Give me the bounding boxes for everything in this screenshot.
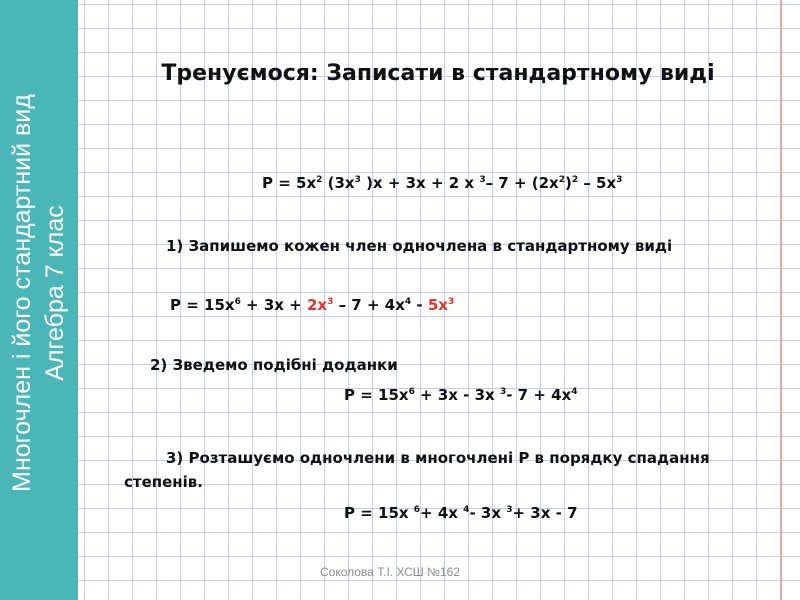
step1-exponent: 4 [404, 297, 412, 307]
step2-exponent: 4 [571, 387, 578, 397]
step3-exponent: 3 [506, 505, 513, 515]
step1-highlight-exponent: 3 [327, 297, 334, 307]
step3-part: - 3х [469, 504, 507, 522]
step3-part: Р = 15х [344, 504, 414, 522]
sidebar-line-course: Алгебра 7 клас [41, 205, 69, 381]
step1-heading: 1) Запишемо кожен член одночлена в стандартному виді [166, 237, 673, 255]
step1-highlight-term: 5х [427, 296, 448, 314]
expr-exponent: 2 [558, 175, 565, 185]
step2-formula [344, 386, 578, 404]
step1-part: Р = 15х [170, 296, 235, 314]
step2-part: - 7 + 4х [506, 386, 572, 404]
step1-part: - [411, 296, 428, 314]
step2-part: + 3х - 3х [414, 386, 500, 404]
expr-exponent: 2 [571, 175, 579, 185]
expression [262, 174, 622, 192]
step2-heading: 2) Зведемо подібні доданки [150, 356, 398, 374]
step3-exponent: 4 [463, 505, 470, 515]
slide-title: Тренуємося: Записати в стандартному виді [161, 61, 715, 86]
sidebar-line-topic: Многочлен і його стандартний вид [8, 94, 36, 492]
step2-exponent: 6 [408, 387, 415, 397]
step3-part: + 3х - 7 [512, 504, 578, 522]
expr-part: )х + 3х + 2 х [360, 174, 480, 192]
step1-formula [170, 296, 454, 314]
expr-exponent: 3 [479, 175, 486, 185]
step3-part: + 4х [420, 504, 464, 522]
expr-part: ) [564, 174, 572, 192]
footer-author: Соколова Т.І. ХСШ №162 [320, 565, 461, 579]
expr-exponent: 3 [354, 175, 361, 185]
expr-part: – 5х [578, 174, 617, 192]
step1-part: – 7 + 4х [333, 296, 405, 314]
step1-highlight-term: 2х [306, 296, 328, 314]
expr-exponent: 3 [616, 175, 623, 185]
step3-exponent: 6 [413, 505, 421, 515]
step1-exponent: 6 [234, 297, 241, 307]
expr-part: – 7 + (2х [485, 174, 559, 192]
step2-exponent: 3 [499, 387, 507, 397]
expr-exponent: 2 [316, 175, 323, 185]
step1-part: + 3х + [240, 296, 307, 314]
step3-formula [344, 504, 578, 522]
step2-part: Р = 15х [344, 386, 409, 404]
expr-part: Р = 5х [262, 174, 317, 192]
step1-highlight-exponent: 3 [447, 297, 455, 307]
step3-heading: 3) Розташуємо одночлени в многочлені Р в порядку спадання степенів. [124, 449, 710, 491]
expr-part: (3х [322, 174, 355, 192]
